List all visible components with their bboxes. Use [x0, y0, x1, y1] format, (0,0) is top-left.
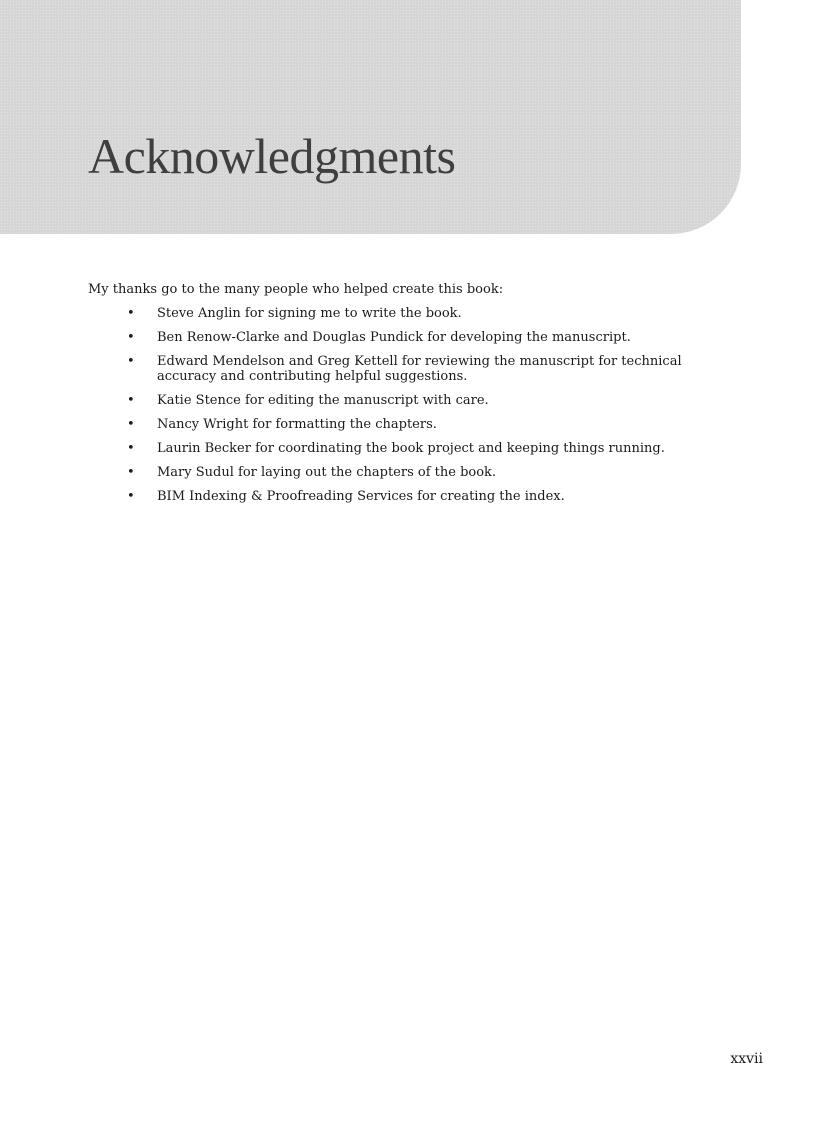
list-item — [127, 441, 687, 456]
list-item-text: BIM Indexing & Proofreading Services for creating the index. — [157, 489, 565, 504]
list-item — [127, 354, 687, 384]
list-item-text: Edward Mendelson and Greg Kettell for reviewing the manuscript for technical accuracy and contributing helpful suggestions. — [157, 354, 682, 384]
list-item — [127, 465, 687, 480]
list-item-text: Ben Renow-Clarke and Douglas Pundick for developing the manuscript. — [157, 330, 631, 345]
acknowledgment-list — [127, 306, 687, 513]
list-item — [127, 417, 687, 432]
bullet-icon: • — [127, 489, 135, 504]
intro-paragraph: My thanks go to the many people who helped create this book: — [88, 282, 504, 297]
bullet-icon: • — [127, 306, 135, 321]
bullet-icon: • — [127, 354, 135, 369]
list-item-text: Mary Sudul for laying out the chapters of the book. — [157, 465, 497, 480]
list-item — [127, 330, 687, 345]
list-item-text: Steve Anglin for signing me to write the book. — [157, 306, 462, 321]
chapter-title: Acknowledgments — [88, 128, 456, 184]
list-item-text: Katie Stence for editing the manuscript with care. — [157, 393, 489, 408]
list-item — [127, 489, 687, 504]
bullet-icon: • — [127, 393, 135, 408]
list-item — [127, 393, 687, 408]
page-number: xxvii — [730, 1051, 763, 1067]
bullet-icon: • — [127, 441, 135, 456]
bullet-icon: • — [127, 417, 135, 432]
list-item — [127, 306, 687, 321]
chapter-header-band — [0, 0, 741, 234]
bullet-icon: • — [127, 330, 135, 345]
list-item-text: Nancy Wright for formatting the chapters. — [157, 417, 437, 432]
list-item-text: Laurin Becker for coordinating the book project and keeping things running. — [157, 441, 665, 456]
bullet-icon: • — [127, 465, 135, 480]
